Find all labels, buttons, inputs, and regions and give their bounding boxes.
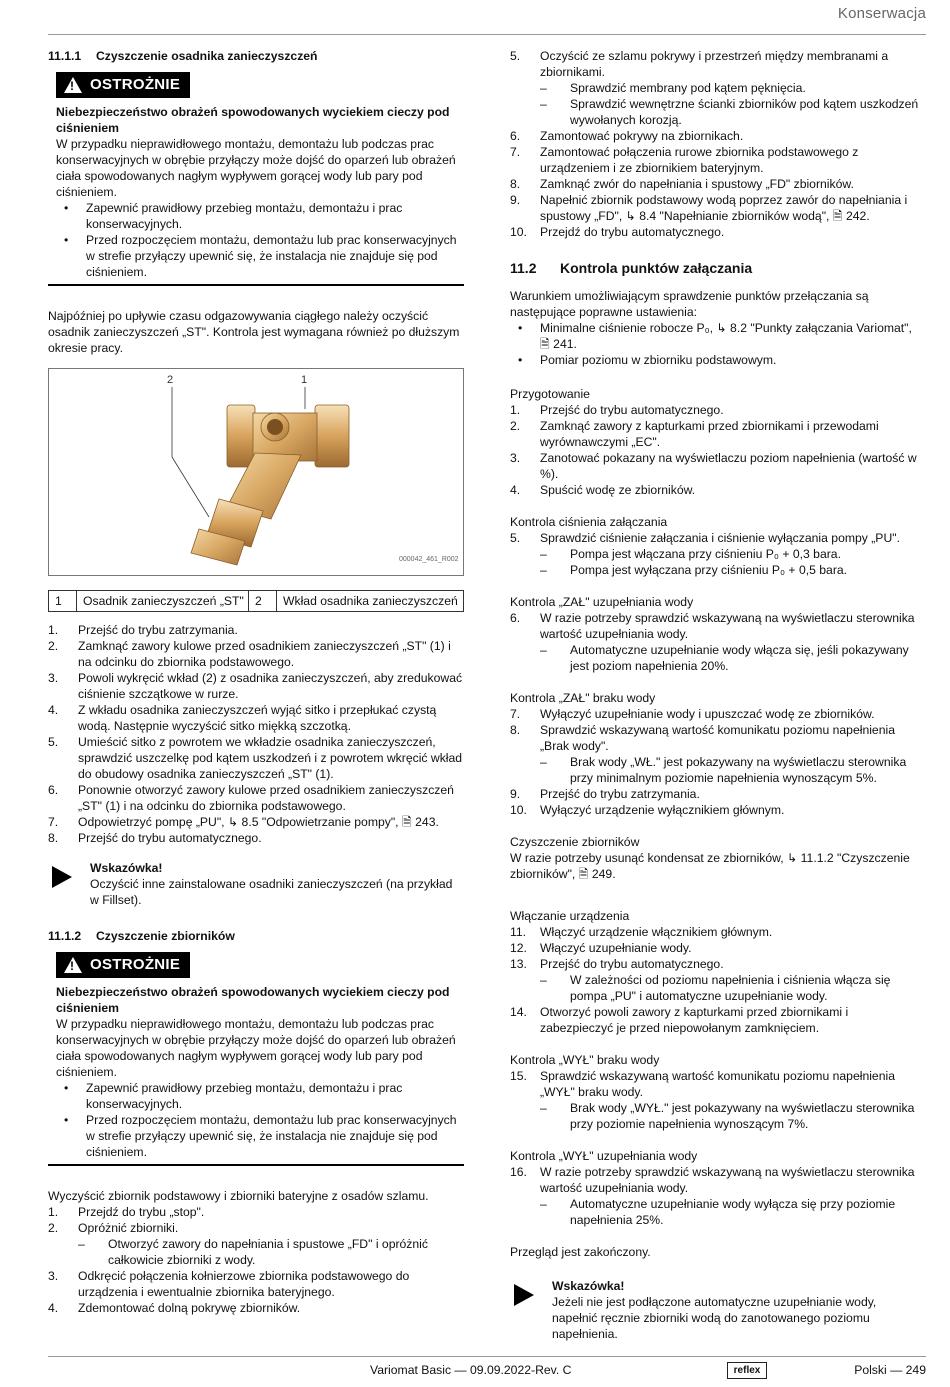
list-item: [48, 638, 464, 670]
callout-label-1: 1: [301, 374, 308, 386]
caution-label: OSTROŻNIE: [90, 956, 181, 973]
item-text: W zależności od poziomu napełnienia i ciśnienia włącza się pompa „PU" i automatyczne uzupełnianie wody.: [570, 973, 891, 1003]
item-number: 2.: [48, 1221, 59, 1235]
list-item: [510, 786, 924, 802]
figure-legend: [48, 590, 464, 612]
dash-item: [48, 1236, 464, 1268]
item-text: Oczyścić ze szlamu pokrywy i przestrzeń między membranami a zbiornikami.: [540, 49, 889, 79]
item-number: 5.: [510, 531, 521, 545]
item-text: Włączyć uzupełnianie wody.: [540, 941, 692, 955]
note-arrow-icon: [52, 866, 72, 888]
item-number: 3.: [48, 671, 59, 685]
callout-label-2: 2: [167, 374, 174, 386]
footer-document-info: Variomat Basic — 09.09.2022-Rev. C: [370, 1363, 572, 1377]
item-number: 3.: [510, 451, 521, 465]
dash-item: [510, 80, 924, 96]
list-item: [510, 1004, 924, 1036]
item-text: Przejść do trybu automatycznego.: [540, 957, 724, 971]
section-header: Konserwacja: [837, 5, 926, 22]
list-item: [48, 622, 464, 638]
caution-box: [48, 952, 464, 1166]
list-item: [48, 782, 464, 814]
item-text: Pompa jest włączana przy ciśnieniu P₀ + 0,3 bara.: [570, 547, 841, 561]
item-text: Przejdź do trybu automatycznego.: [540, 225, 725, 239]
list-item: [510, 706, 924, 722]
item-number: 8.: [48, 831, 59, 845]
item-text: Brak wody „WŁ." jest pokazywany na wyświetlaczu sterownika przy minimalnym poziomie napełnienia wynoszącym 5%.: [570, 755, 907, 785]
item-text: Automatyczne uzupełnianie wody włącza się, jeśli pokazywany jest poziom napełnienia 20%.: [570, 643, 909, 673]
caution-body: W przypadku nieprawidłowego montażu, demontażu lub podczas prac konserwacyjnych w obrębie przyłączy może dojść do oparzeń lub obrażeń ciała spowodowanych nagłym wypływem gorącej wody lub pary pod ciśnieniem.: [56, 137, 456, 199]
footer-rule: [48, 1356, 926, 1357]
list-item: [48, 1220, 464, 1236]
list-item: [510, 802, 924, 818]
item-number: 14.: [510, 1005, 527, 1019]
legend-text: Wkład osadnika zanieczyszczeń: [283, 594, 458, 608]
item-number: 8.: [510, 177, 521, 191]
section-number: 11.1.1: [48, 49, 82, 63]
dash-item: [510, 642, 924, 674]
list-item: [510, 482, 924, 498]
strainer-figure: [48, 368, 464, 576]
item-text: Odkręcić połączenia kołnierzowe zbiornika podstawowego do urządzenia i ewentualnie zbiornika bateryjnego.: [78, 1269, 410, 1299]
list-item: [48, 830, 464, 846]
caution-bullet: • Przed rozpoczęciem montażu, demontażu lub prac konserwacyjnych w strefie przyłączy upewnić się, że instalacja nie znajduje się pod ciśnieniem.: [56, 232, 464, 280]
item-number: 6.: [48, 783, 59, 797]
item-number: 6.: [510, 129, 521, 143]
subheading: Kontrola „WYŁ" uzupełniania wody: [510, 1149, 698, 1163]
closing-text: Przegląd jest zakończony.: [510, 1245, 651, 1259]
item-text: Zdemontować dolną pokrywę zbiorników.: [78, 1301, 301, 1315]
list-item: [510, 224, 924, 240]
section-number: 11.1.2: [48, 929, 82, 943]
item-number: 1.: [48, 623, 59, 637]
section-heading-11-2: [510, 260, 924, 276]
item-text: Opróżnić zbiorniki.: [78, 1221, 179, 1235]
item-text: Wyłączyć urządzenie wyłącznikiem głównym.: [540, 803, 785, 817]
list-item: [510, 1164, 924, 1196]
item-number: 1.: [48, 1205, 59, 1219]
item-number: 7.: [510, 145, 521, 159]
item-number: 9.: [510, 193, 521, 207]
item-text: Zanotować pokazany na wyświetlaczu poziom napełnienia (wartość w %).: [540, 451, 917, 481]
item-number: 4.: [48, 703, 59, 717]
reflex-logo: reflex: [727, 1362, 767, 1379]
right-column: [510, 48, 924, 1342]
item-text: Pompa jest wyłączana przy ciśnieniu P₀ + 0,5 bara.: [570, 563, 848, 577]
subheading: Kontrola „ZAŁ" braku wody: [510, 691, 656, 705]
item-number: 5.: [48, 735, 59, 749]
section-heading-11-1-2: [48, 928, 464, 944]
item-number: 7.: [510, 707, 521, 721]
item-text: Zamontować pokrywy na zbiornikach.: [540, 129, 744, 143]
item-text: Automatyczne uzupełnianie wody wyłącza się przy poziomie napełnienia 25%.: [570, 1197, 896, 1227]
dash-item: [510, 972, 924, 1004]
subheading: Czyszczenie zbiorników: [510, 835, 640, 849]
dash-marker: –: [540, 1197, 547, 1211]
dash-marker: –: [540, 643, 547, 657]
legend-number: 1: [49, 591, 77, 611]
caution-bullet: • Przed rozpoczęciem montażu, demontażu lub prac konserwacyjnych w strefie przyłączy upewnić się, że instalacja nie znajduje się pod ciśnieniem.: [56, 1112, 464, 1160]
list-item: [510, 722, 924, 754]
list-item: [510, 956, 924, 972]
dash-marker: –: [540, 755, 547, 769]
dash-item: [510, 754, 924, 786]
list-item: [510, 402, 924, 418]
item-text: W razie potrzeby sprawdzić wskazywaną na wyświetlaczu sterownika wartość uzupełniania wody.: [540, 611, 915, 641]
caution-label: OSTROŻNIE: [90, 76, 181, 93]
item-number: 9.: [510, 787, 521, 801]
footer-page-number: Polski — 249: [854, 1363, 926, 1377]
item-text: Otworzyć zawory do napełniania i spustowe „FD" i opróżnić całkowicie zbiorniki z wody.: [108, 1237, 428, 1267]
dash-marker: –: [540, 563, 547, 577]
item-text: Sprawdzić wewnętrzne ścianki zbiorników pod kątem uszkodzeń wywołanych korozją.: [570, 97, 919, 127]
list-item: [510, 610, 924, 642]
caution-body: W przypadku nieprawidłowego montażu, demontażu lub podczas prac konserwacyjnych w obrębie przyłączy może dojść do oparzeń lub obrażeń ciała spowodowanych nagłym wypływem gorącej wody lub pary pod ciśnieniem.: [56, 1017, 456, 1079]
item-text: Otworzyć powoli zawory z kapturkami przed zbiornikami i zabezpieczyć je przed niepowołanym zamknięciem.: [540, 1005, 849, 1035]
item-number: 10.: [510, 225, 527, 239]
item-text: Spuścić wodę ze zbiorników.: [540, 483, 696, 497]
section-heading-11-1-1: [48, 48, 464, 64]
item-text: Zamontować połączenia rurowe zbiornika podstawowego z urządzeniem i ze zbiornikiem bateryjnym.: [540, 145, 859, 175]
legend-number: 2: [249, 591, 277, 611]
dash-marker: –: [540, 81, 547, 95]
list-item: [48, 814, 464, 830]
dash-marker: –: [78, 1237, 85, 1251]
list-item: [48, 734, 464, 782]
dash-item: [510, 1196, 924, 1228]
subheading: Kontrola „ZAŁ" uzupełniania wody: [510, 595, 694, 609]
item-text: Sprawdzić ciśnienie załączania i ciśnienie wyłączania pompy „PU".: [540, 531, 900, 545]
list-item: [48, 670, 464, 702]
caution-badge: [56, 72, 190, 98]
item-number: 8.: [510, 723, 521, 737]
note-text: Oczyścić inne zainstalowane osadniki zanieczyszczeń (na przykład w Fillset).: [90, 877, 453, 907]
section-title: Czyszczenie osadnika zanieczyszczeń: [96, 49, 318, 63]
item-text: Zamknąć zawory kulowe przed osadnikiem zanieczyszczeń „ST" (1) i na odcinku do zbiornika podstawowego.: [78, 639, 451, 669]
item-number: 3.: [48, 1269, 59, 1283]
item-text: Zamknąć zwór do napełniania i spustowy „FD" zbiorników.: [540, 177, 854, 191]
item-text: Z wkładu osadnika zanieczyszczeń wyjąć sitko i przepłukać czystą wodą. Następnie wyczyścić sitko miękką szczotką.: [78, 703, 437, 733]
item-text: Przejść do trybu zatrzymania.: [78, 623, 238, 637]
item-number: 4.: [510, 483, 521, 497]
section-number: 11.2: [510, 260, 537, 276]
dash-item: [510, 96, 924, 128]
section-title: Czyszczenie zbiorników: [96, 929, 235, 943]
dash-item: [510, 562, 924, 578]
item-number: 11.: [510, 925, 527, 939]
item-text: Umieścić sitko z powrotem we wkładzie osadnika zanieczyszczeń, sprawdzić uszczelkę pod kątem uszkodzeń i z powrotem wkręcić wkład do obudowy osadnika zanieczyszczeń „ST" (1).: [78, 735, 463, 781]
subheading: Kontrola ciśnienia załączania: [510, 515, 668, 529]
item-text: Zamknąć zawory z kapturkami przed zbiornikami i przewodami wyrównawczymi „EC".: [540, 419, 879, 449]
intro-paragraph: Najpóźniej po upływie czasu odgazowywania ciągłego należy oczyścić osadnik zanieczyszczeń „ST". Kontrola jest wymagana również po dłuższym okresie pracy.: [48, 309, 460, 355]
item-text: Brak wody „WYŁ." jest pokazywany na wyświetlaczu sterownika przy poziomie napełnienia wynoszącym 7%.: [570, 1101, 915, 1131]
list-item: [510, 144, 924, 176]
section-title: Kontrola punktów załączania: [560, 260, 753, 276]
item-number: 5.: [510, 49, 521, 63]
item-text: W razie potrzeby sprawdzić wskazywaną na wyświetlaczu sterownika wartość uzupełniania wody.: [540, 1165, 915, 1195]
warning-icon: !: [64, 957, 82, 973]
list-item: [510, 450, 924, 482]
item-number: 2.: [510, 419, 521, 433]
caution-bullet: • Zapewnić prawidłowy przebieg montażu, demontażu i prac konserwacyjnych.: [56, 200, 464, 232]
caution-heading: Niebezpieczeństwo obrażeń spowodowanych wyciekiem cieczy pod ciśnieniem: [56, 105, 450, 135]
dash-marker: –: [540, 1101, 547, 1115]
item-text: Wyłączyć uzupełnianie wody i upuszczać wodę ze zbiorników.: [540, 707, 875, 721]
item-number: 2.: [48, 639, 59, 653]
item-number: 13.: [510, 957, 527, 971]
note-block: [48, 860, 464, 908]
subheading: Przygotowanie: [510, 387, 590, 401]
list-item: [48, 1300, 464, 1316]
item-number: 10.: [510, 803, 527, 817]
bullet-item: • Pomiar poziomu w zbiorniku podstawowym.: [510, 352, 924, 368]
note-arrow-icon: [514, 1284, 534, 1306]
caution-box: [48, 72, 464, 286]
item-text: Ponownie otworzyć zawory kulowe przed osadnikiem zanieczyszczeń „ST" (1) i na odcinku do zbiornika podstawowego.: [78, 783, 454, 813]
item-text: Sprawdzić membrany pod kątem pęknięcia.: [570, 81, 806, 95]
note-title: Wskazówka!: [552, 1279, 625, 1293]
cleaning-steps-list: [48, 622, 464, 846]
item-text: Sprawdzić wskazywaną wartość komunikatu poziomu napełnienia „WYŁ" braku wody.: [540, 1069, 895, 1099]
item-text: Sprawdzić wskazywaną wartość komunikatu poziomu napełnienia „Brak wody".: [540, 723, 895, 753]
intro-paragraph: Warunkiem umożliwiającym sprawdzenie punktów przełączania są następujące poprawne ustawienia:: [510, 289, 869, 319]
list-item: [510, 48, 924, 80]
item-text[interactable]: Odpowietrzyć pompę „PU", ↳ 8.5 "Odpowietrzanie pompy", 🗎 243.: [78, 815, 439, 829]
item-number: 1.: [510, 403, 521, 417]
item-number: 7.: [48, 815, 59, 829]
list-item: [510, 530, 924, 546]
item-text: Powoli wykręcić wkład (2) z osadnika zanieczyszczeń, aby zredukować ciśnienie szczątkowe w rurze.: [78, 671, 463, 701]
warning-icon: !: [64, 77, 82, 93]
intro-paragraph: Wyczyścić zbiornik podstawowy i zbiorniki bateryjne z osadów szlamu.: [48, 1189, 429, 1203]
legend-text: Osadnik zanieczyszczeń „ST": [77, 591, 249, 611]
item-text: Przejdź do trybu „stop".: [78, 1205, 205, 1219]
list-item: [510, 924, 924, 940]
list-item: [510, 940, 924, 956]
item-number: 15.: [510, 1069, 527, 1083]
list-item: [48, 1268, 464, 1300]
note-title: Wskazówka!: [90, 861, 163, 875]
dash-marker: –: [540, 97, 547, 111]
list-item: [510, 176, 924, 192]
caution-heading: Niebezpieczeństwo obrażeń spowodowanych wyciekiem cieczy pod ciśnieniem: [56, 985, 450, 1015]
list-item: [510, 1068, 924, 1100]
paragraph[interactable]: W razie potrzeby usunąć kondensat ze zbiorników, ↳ 11.1.2 "Czyszczenie zbiorników", 🗎 249.: [510, 851, 910, 881]
item-number: 12.: [510, 941, 527, 955]
dash-item: [510, 1100, 924, 1132]
note-block: [510, 1278, 924, 1342]
dash-item: [510, 546, 924, 562]
list-item: [48, 702, 464, 734]
item-number: 6.: [510, 611, 521, 625]
item-text: Przejść do trybu zatrzymania.: [540, 787, 700, 801]
list-item: [48, 1204, 464, 1220]
item-number: 4.: [48, 1301, 59, 1315]
item-number: 16.: [510, 1165, 527, 1179]
item-text: Przejść do trybu automatycznego.: [78, 831, 262, 845]
dash-marker: –: [540, 547, 547, 561]
list-item: [510, 418, 924, 450]
left-column: [48, 48, 464, 1316]
list-item: [510, 192, 924, 224]
item-text: Włączyć urządzenie włącznikiem głównym.: [540, 925, 773, 939]
caution-bullet: • Zapewnić prawidłowy przebieg montażu, demontażu i prac konserwacyjnych.: [56, 1080, 464, 1112]
item-text[interactable]: Napełnić zbiornik podstawowy wodą poprzez zawór do napełniania i spustowy „FD", ↳ 8.4 "Napełnianie zbiorników wodą", 🗎 242.: [540, 193, 908, 223]
caution-badge: [56, 952, 190, 978]
figure-code: 000042_461_R002: [399, 556, 459, 563]
strainer-illustration: [49, 369, 463, 573]
bullet-item[interactable]: • Minimalne ciśnienie robocze P₀, ↳ 8.2 "Punkty załączania Variomat", 🗎 241.: [510, 320, 924, 352]
item-text: Przejść do trybu automatycznego.: [540, 403, 724, 417]
subheading: Kontrola „WYŁ" braku wody: [510, 1053, 660, 1067]
subheading: Włączanie urządzenia: [510, 909, 630, 923]
list-item: [510, 128, 924, 144]
note-text: Jeżeli nie jest podłączone automatyczne uzupełnianie wody, napełnić ręcznie zbiorniki wodą do zanotowanego poziomu napełnienia.: [552, 1295, 877, 1341]
header-rule: [48, 34, 926, 35]
dash-marker: –: [540, 973, 547, 987]
